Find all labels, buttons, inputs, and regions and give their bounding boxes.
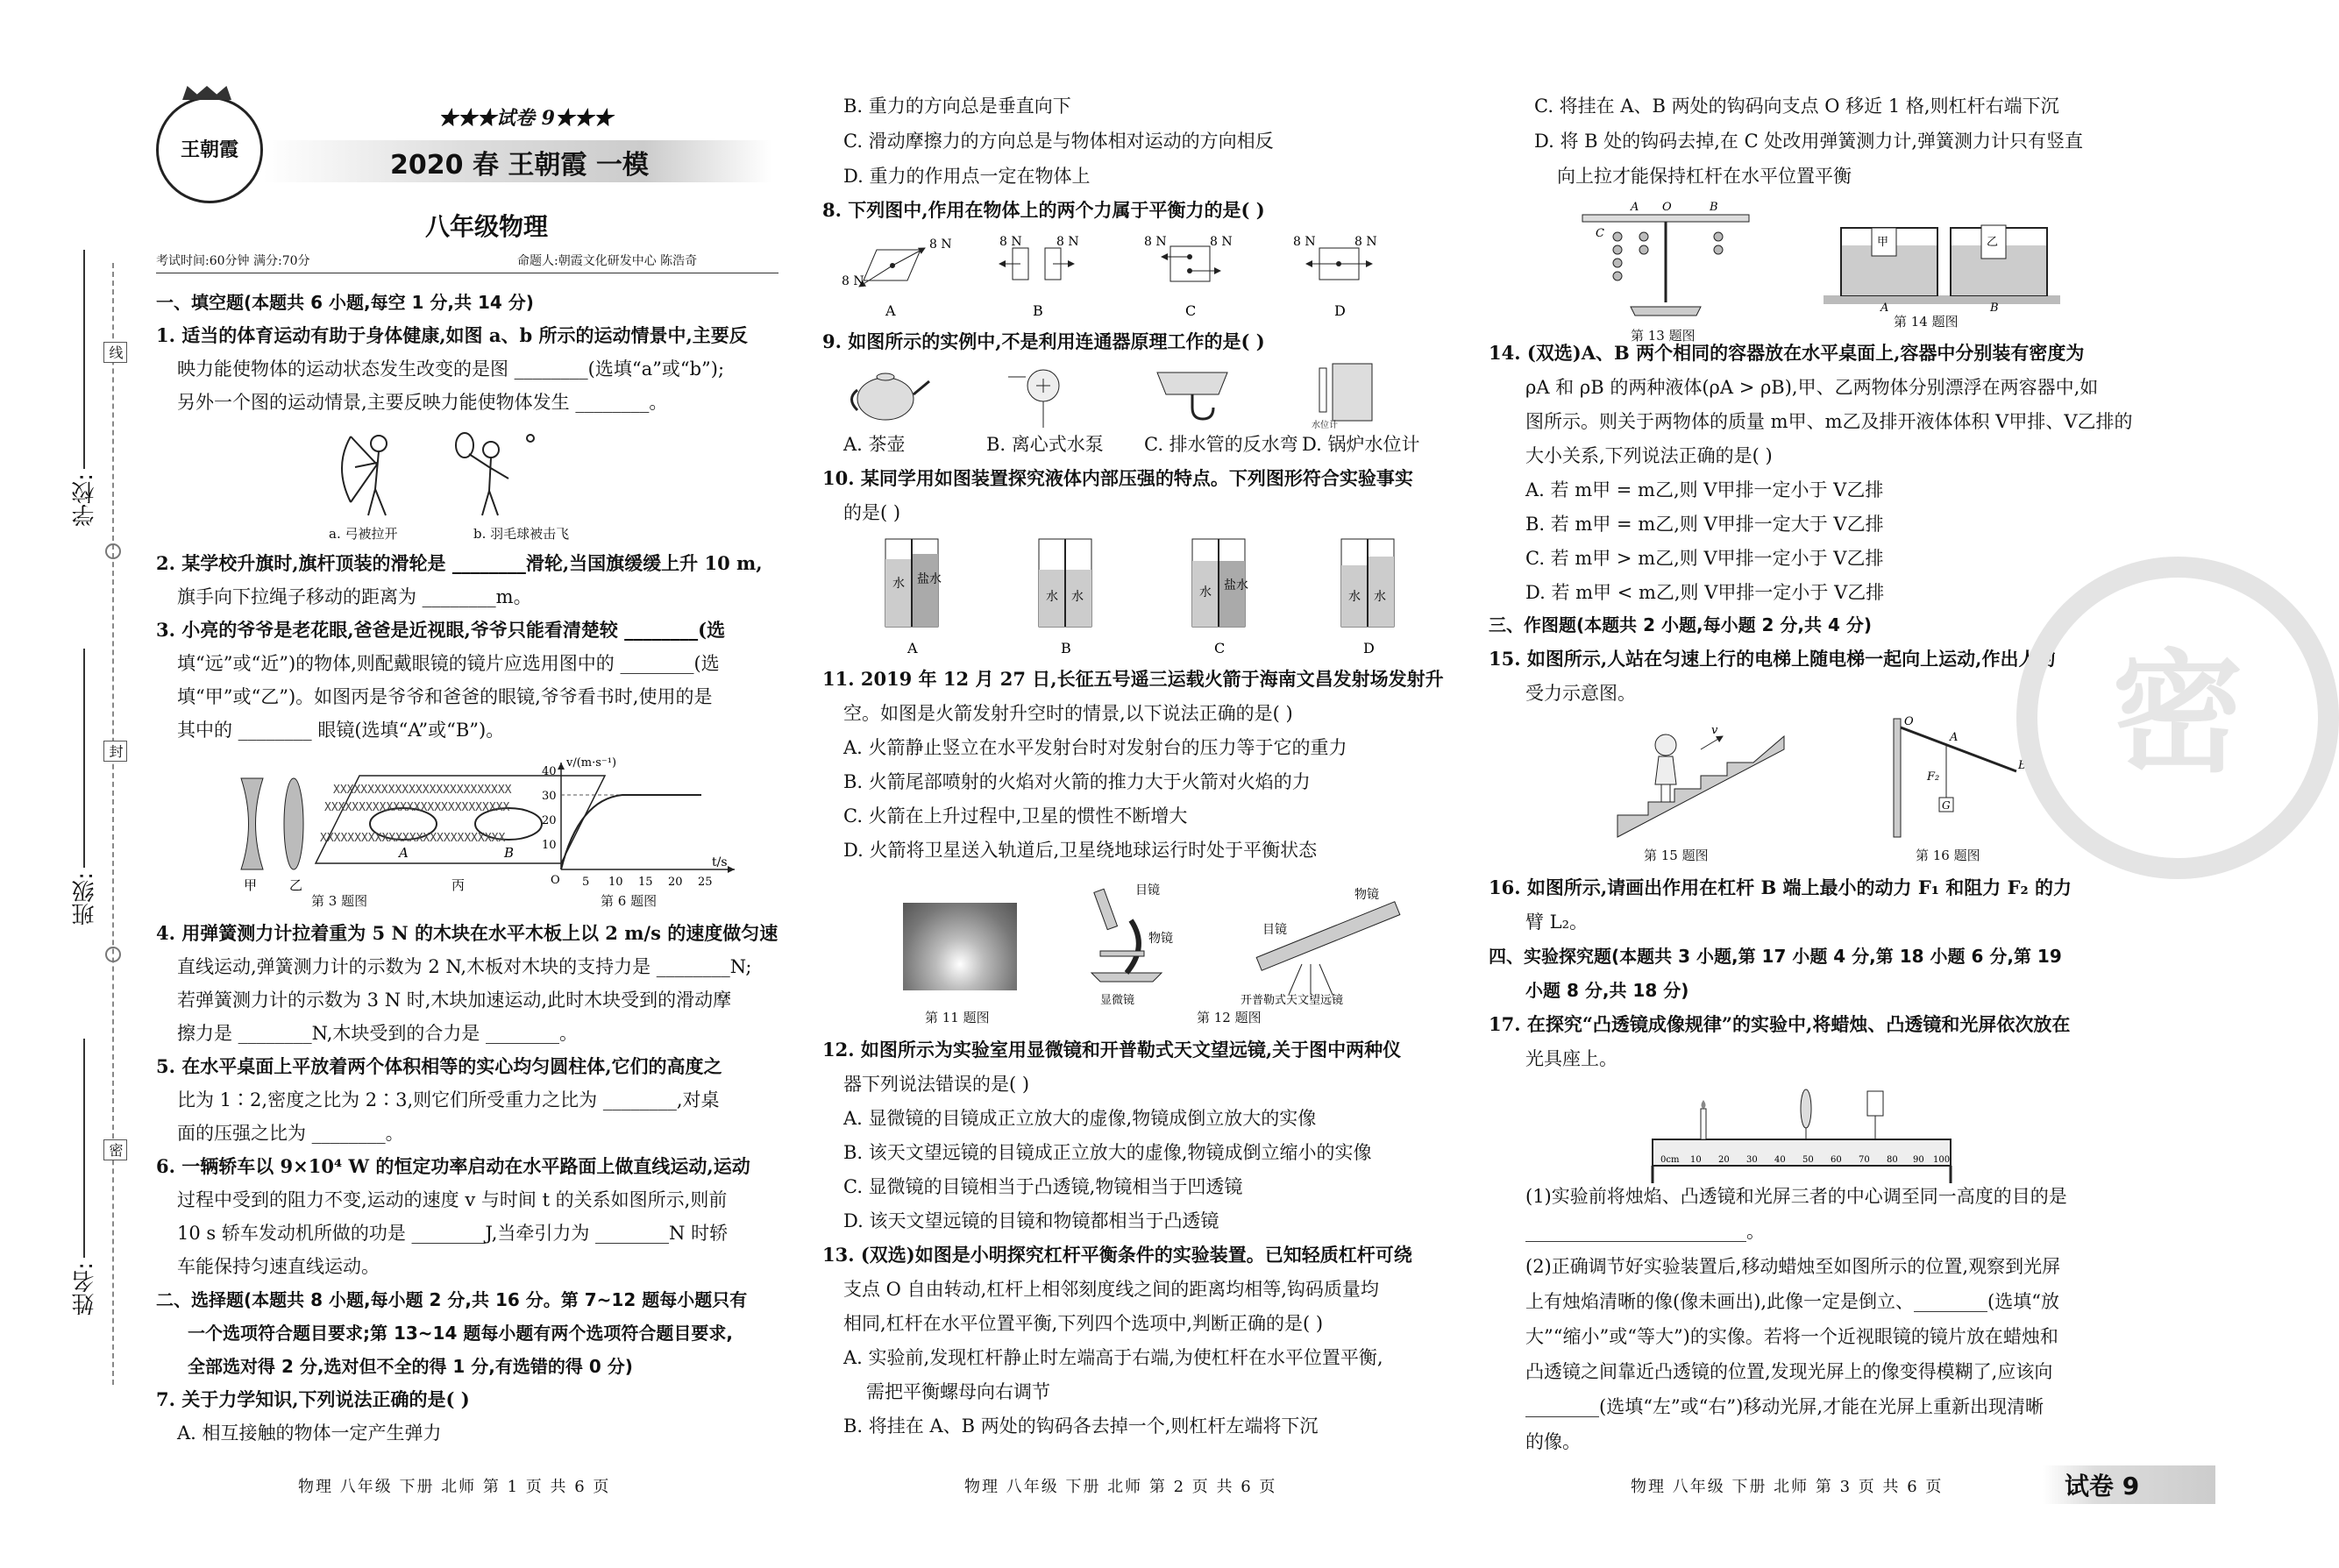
q16-line-1: 16. 如图所示,请画出作用在杠杆 B 端上最小的动力 F₁ 和阻力 F₂ 的力 — [1489, 876, 2072, 898]
column-1 — [149, 0, 798, 1568]
q1-line-2: 映力能使物体的运动状态发生改变的是图 ________(选填“a”或“b”); — [177, 358, 725, 380]
q13-option-c: C. 将挂在 A、B 两处的钩码向支点 O 移近 1 格,则杠杆右端下沉 — [1534, 96, 2059, 117]
archer-figure — [342, 436, 387, 515]
q7-option-c: C. 滑动摩擦力的方向总是与物体相对运动的方向相反 — [843, 131, 1274, 152]
fig6-ytick-20: 20 — [542, 814, 557, 827]
column-3 — [1482, 0, 2243, 1568]
q17-part2-line-2: 上有烛焰清晰的像(像未画出),此像一定是倒立、________(选填“放 — [1525, 1291, 2059, 1312]
q8-stem: 8. 下列图中,作用在物体上的两个力属于平衡力的是( ) — [822, 199, 1265, 221]
q11-line-1: 11. 2019 年 12 月 27 日,长征五号遥三运载火箭于海南文昌发射场发射升 — [822, 668, 1444, 690]
footer-page-3: 物理 八年级 下册 北师 第 3 页 共 6 页 — [1631, 1478, 1944, 1496]
boiler-icon — [1312, 364, 1372, 430]
q8-figure — [842, 232, 1403, 320]
q17-part1-line-1: (1)实验前将烛焰、凸透镜和光屏三者的中心调至同一高度的目的是 — [1525, 1186, 2067, 1207]
fig6-ylabel: v/(m·s⁻¹) — [566, 756, 617, 770]
q14-line-4: 大小关系,下列说法正确的是( ) — [1525, 445, 1773, 466]
q10-option-d: D — [1363, 640, 1375, 656]
q7-option-d: D. 重力的作用点一定在物体上 — [843, 166, 1091, 187]
q7-option-b: B. 重力的方向总是垂直向下 — [843, 96, 1071, 117]
q10-d-water-2: 水 — [1374, 590, 1386, 604]
bench-tick-60: 60 — [1831, 1155, 1842, 1165]
q17-part2-line-6: 的像。 — [1525, 1431, 1581, 1452]
q2-line-1: 2. 某学校升旗时,旗杆顶装的滑轮是 ________滑轮,当国旗缓缓上升 10 m, — [156, 552, 763, 574]
section-4-title-2: 小题 8 分,共 18 分) — [1525, 980, 1689, 1001]
telescope-icon — [1256, 902, 1400, 995]
fig12-eyepiece-2: 目镜 — [1262, 923, 1287, 937]
q10-option-b: B — [1061, 640, 1071, 656]
q8-a-force-2: 8 N — [842, 274, 864, 288]
bench-tick-50: 50 — [1802, 1155, 1814, 1165]
q1-line-1: 1. 适当的体育运动有助于身体健康,如图 a、b 所示的运动情景中,主要反 — [156, 324, 748, 346]
q8-c-force-2: 8 N — [1210, 235, 1233, 249]
q12-line-1: 12. 如图所示为实验室用显微镜和开普勒式天文望远镜,关于图中两种仪 — [822, 1039, 1402, 1061]
fig12-telescope: 开普勒式天文望远镜 — [1241, 994, 1344, 1007]
exam-title: 2020 春 王朝霞 一模 — [390, 150, 649, 181]
fig3-label-yi: 乙 — [289, 877, 303, 893]
q8-option-d: D — [1334, 302, 1346, 319]
q14-option-a: A. 若 m甲 = m乙,则 V甲排一定小于 V乙排 — [1525, 479, 1884, 500]
series-label: ★★★试卷 9★★★ — [438, 107, 613, 130]
fig16-label-F2: F₂ — [1927, 770, 1940, 784]
fig12-microscope: 显微镜 — [1100, 994, 1135, 1007]
logo — [156, 96, 263, 203]
q5-line-1: 5. 在水平桌面上平放着两个体积相等的实心均匀圆柱体,它们的高度之 — [156, 1055, 722, 1077]
q14-option-d: D. 若 m甲 < m乙,则 V甲排一定小于 V乙排 — [1525, 582, 1885, 603]
q8-b-force-2: 8 N — [1056, 235, 1079, 249]
fig14-label-B: B — [1990, 302, 1999, 315]
q3-line-1: 3. 小亮的爷爷是老花眼,爸爸是近视眼,爷爷只能看清楚较 ________(选 — [156, 619, 726, 641]
class-blank[interactable] — [83, 649, 85, 868]
q10-d-water-1: 水 — [1348, 590, 1361, 604]
q8-a-force-1: 8 N — [929, 238, 952, 252]
fig3-label-bing: 丙 — [451, 877, 466, 893]
svg-text:XXXXXXXXXXXXXXXXXXXXXXXXXXX: XXXXXXXXXXXXXXXXXXXXXXXXXXX — [324, 801, 510, 814]
q10-option-c: C — [1214, 640, 1226, 656]
bench-tick-70: 70 — [1859, 1155, 1870, 1165]
q13-option-b: B. 将挂在 A、B 两处的钩码各去掉一个,则杠杆左端将下沉 — [843, 1415, 1319, 1437]
section-4-title-1: 四、实验探究题(本题共 3 小题,第 17 小题 4 分,第 18 小题 6 分,第 19 — [1489, 946, 2062, 967]
q14-option-c: C. 若 m甲 > m乙,则 V甲排一定小于 V乙排 — [1525, 548, 1884, 569]
q16-line-2: 臂 L₂。 — [1525, 912, 1589, 933]
q12-option-a: A. 显微镜的目镜成正立放大的虚像,物镜成倒立放大的实像 — [843, 1108, 1317, 1129]
q4-line-3: 若弹簧测力计的示数为 3 N 时,木块加速运动,此时木块受到的滑动摩 — [177, 990, 732, 1011]
watermark-char: 密 — [2111, 636, 2243, 791]
q4-line-1: 4. 用弹簧测力计拉着重为 5 N 的木块在水平木板上以 2 m/s 的速度做匀速 — [156, 922, 778, 944]
q15-line-2: 受力示意图。 — [1525, 683, 1636, 704]
q4-line-4: 擦力是 ________N,木块受到的合力是 ________。 — [177, 1023, 579, 1044]
fig13-label-A: A — [1631, 201, 1639, 214]
convex-lens — [284, 778, 303, 869]
fig6-xtick-20: 20 — [668, 876, 683, 889]
q9-figure — [842, 359, 1420, 429]
q9-option-a: A. 茶壶 — [843, 434, 906, 455]
fig15-label-v: v — [1711, 724, 1718, 737]
fig15-escalator — [1613, 714, 1788, 837]
binding-margin — [0, 0, 149, 1568]
q8-option-a: A — [885, 302, 896, 319]
fig16-label-G: G — [1942, 799, 1951, 812]
exam-meta-right: 命题人:朝霞文化研发中心 陈浩奇 — [517, 254, 698, 268]
name-label: 姓名: — [72, 1262, 98, 1316]
q14-line-3: 图所示。则关于两物体的质量 m甲、m乙及排开液体体积 V甲排、V乙排的 — [1525, 411, 2133, 432]
fig6-xtick-15: 15 — [638, 876, 653, 889]
q12-option-c: C. 显微镜的目镜相当于凸透镜,物镜相当于凹透镜 — [843, 1176, 1243, 1197]
q6-line-3: 10 s 轿车发动机所做的功是 ________J,当牵引力为 ________N 时轿 — [177, 1223, 729, 1244]
bench-tick-90: 90 — [1913, 1155, 1924, 1165]
section-3-title: 三、作图题(本题共 2 小题,每小题 2 分,共 4 分) — [1489, 614, 1873, 635]
q13-line-1: 13. (双选)如图是小明探究杠杆平衡条件的实验装置。已知轻质杠杆可绕 — [822, 1244, 1412, 1266]
circle-mark-2 — [105, 947, 121, 962]
q9-stem: 9. 如图所示的实例中,不是利用连通器原理工作的是( ) — [822, 330, 1265, 352]
footer-badge: 试卷 9 — [2065, 1472, 2140, 1501]
column-2 — [815, 0, 1447, 1568]
section-1-title: 一、填空题(本题共 6 小题,每空 1 分,共 14 分) — [156, 292, 534, 313]
pump-icon — [1008, 370, 1059, 428]
q5-line-3: 面的压强之比为 ________。 — [177, 1123, 404, 1144]
fig12-instruments — [1065, 876, 1416, 1008]
q1-caption-b: b. 羽毛球被击飞 — [473, 526, 570, 542]
q10-c-salt: 盐水 — [1224, 578, 1248, 592]
q5-line-2: 比为 1∶2,密度之比为 2∶3,则它们所受重力之比为 ________,对桌 — [177, 1089, 720, 1110]
q10-line-1: 10. 某同学用如图装置探究液体内部压强的特点。下列图形符合实验事实 — [822, 467, 1413, 489]
section-2-title-2: 一个选项符合题目要求;第 13~14 题每小题有两个选项符合题目要求, — [188, 1323, 733, 1344]
fig14-label-yi: 乙 — [1987, 236, 1999, 249]
bench-tick-10: 10 — [1690, 1155, 1702, 1165]
q8-c-force-1: 8 N — [1144, 235, 1167, 249]
fig12-caption: 第 12 题图 — [1197, 1010, 1262, 1025]
fig16-caption: 第 16 题图 — [1916, 848, 1980, 863]
q14-option-b: B. 若 m甲 = m乙,则 V甲排一定大于 V乙排 — [1525, 514, 1884, 535]
q17-line-1: 17. 在探究“凸透镜成像规律”的实验中,将蜡烛、凸透镜和光屏依次放在 — [1489, 1013, 2071, 1035]
q13-line-2: 支点 O 自由转动,杠杆上相邻刻度线之间的距离均相等,钩码质量均 — [843, 1279, 1379, 1300]
girl-figure — [1655, 734, 1676, 802]
svg-text:XXXXXXXXXXXXXXXXXXXXXXXXXX: XXXXXXXXXXXXXXXXXXXXXXXXXX — [333, 784, 512, 797]
q11-line-2: 空。如图是火箭发射升空时的情景,以下说法正确的是( ) — [843, 703, 1293, 724]
q11-option-c: C. 火箭在上升过程中,卫星的惯性不断增大 — [843, 805, 1188, 827]
fig13-label-O: O — [1662, 201, 1672, 214]
q8-b-force-1: 8 N — [999, 235, 1022, 249]
q13-option-d-cont: 向上拉才能保持杠杆在水平位置平衡 — [1557, 166, 1852, 187]
q3-line-3: 填“甲”或“乙”)。如图丙是爷爷和爸爸的眼镜,爷爷看书时,使用的是 — [177, 686, 713, 707]
watermark-seal — [2016, 557, 2339, 879]
q6-line-2: 过程中受到的阻力不变,运动的速度 v 与时间 t 的关系如图所示,则前 — [177, 1189, 728, 1210]
q17-part2-line-3: 大”“缩小”或“等大”)的实像。若将一个近视眼镜的镜片放在蜡烛和 — [1525, 1326, 2058, 1347]
q9-option-b: B. 离心式水泵 — [986, 434, 1104, 455]
fig6-ytick-10: 10 — [542, 839, 557, 852]
binding-dashed-line — [112, 263, 114, 1385]
q13-option-a: A. 实验前,发现杠杆静止时左端高于右端,为使杠杆在水平位置平衡, — [843, 1347, 1383, 1368]
q17-line-2: 光具座上。 — [1525, 1048, 1617, 1069]
fig14-label-jia: 甲 — [1877, 236, 1889, 249]
q9-option-d: D. 锅炉水位计 — [1302, 434, 1420, 455]
seal-xian: 线 — [103, 342, 127, 363]
q8-d-force-1: 8 N — [1293, 235, 1316, 249]
q10-b-water-1: 水 — [1046, 590, 1058, 604]
q12-line-2: 器下列说法错误的是( ) — [843, 1074, 1030, 1095]
q13-option-d: D. 将 B 处的钩码去掉,在 C 处改用弹簧测力计,弹簧测力计只有竖直 — [1534, 131, 2083, 152]
seal-mi: 密 — [103, 1139, 127, 1160]
footer-page-2: 物理 八年级 下册 北师 第 2 页 共 6 页 — [964, 1478, 1277, 1496]
fig3-caption: 第 3 题图 — [311, 893, 368, 909]
fig14-containers — [1824, 215, 2060, 315]
circle-mark-1 — [105, 543, 121, 559]
fig3-label-jia: 甲 — [244, 877, 258, 893]
q1-figure — [324, 428, 587, 524]
fig6-xtick-5: 5 — [582, 876, 590, 889]
name-blank[interactable] — [83, 1039, 85, 1258]
q17-part1-line-2: ________________________。 — [1525, 1221, 1765, 1242]
school-blank[interactable] — [83, 250, 85, 469]
q6-line-1: 6. 一辆轿车以 9×10⁴ W 的恒定功率启动在水平路面上做直线运动,运动 — [156, 1155, 750, 1177]
section-2-title-1: 二、选择题(本题共 8 小题,每小题 2 分,共 16 分。第 7~12 题每小题只有 — [156, 1289, 748, 1310]
fig6-xtick-10: 10 — [608, 876, 623, 889]
bench-tick-20: 20 — [1718, 1155, 1730, 1165]
q13-option-a-cont: 需把平衡螺母向右调节 — [866, 1381, 1050, 1402]
fig12-objective-1: 物镜 — [1148, 932, 1173, 946]
q7-stem: 7. 关于力学知识,下列说法正确的是( ) — [156, 1388, 470, 1410]
exam-meta-left: 考试时间:60分钟 满分:70分 — [156, 254, 310, 268]
class-label: 班级: — [72, 872, 98, 926]
q11-option-b: B. 火箭尾部喷射的火焰对火箭的推力大于火箭对火焰的力 — [843, 771, 1311, 792]
footer-page-1: 物理 八年级 下册 北师 第 1 页 共 6 页 — [298, 1478, 611, 1496]
q4-line-2: 直线运动,弹簧测力计的示数为 2 N,木板对木块的支持力是 ________N; — [177, 956, 752, 977]
fig11-caption: 第 11 题图 — [925, 1010, 990, 1025]
q9-option-c: C. 排水管的反水弯 — [1144, 434, 1298, 455]
fig12-eyepiece-1: 目镜 — [1135, 883, 1160, 898]
q10-figure — [877, 535, 1403, 662]
fig16-label-O: O — [1904, 715, 1914, 728]
q8-option-c: C — [1185, 302, 1197, 319]
q6-line-4: 车能保持匀速直线运动。 — [177, 1256, 380, 1277]
q11-option-d: D. 火箭将卫星送入轨道后,卫星绕地球运行时处于平衡状态 — [843, 840, 1318, 861]
fig14-caption: 第 14 题图 — [1894, 314, 1959, 330]
fig13-caption: 第 13 题图 — [1631, 328, 1696, 344]
bench-tick-100: 100 — [1933, 1155, 1951, 1165]
fig6-xtick-25: 25 — [698, 876, 713, 889]
fig14-label-A: A — [1880, 302, 1889, 315]
q3-line-4: 其中的 ________ 眼镜(选填“A”或“B”)。 — [177, 720, 505, 741]
bench-unit: 0cm — [1660, 1155, 1680, 1165]
school-label: 学校: — [72, 473, 98, 527]
fig16-label-B: B — [2018, 759, 2027, 772]
q1-caption-a: a. 弓被拉开 — [329, 526, 398, 542]
fig6-caption: 第 6 题图 — [601, 893, 658, 909]
q17-part2-line-5: ________(选填“左”或“右”)移动光屏,才能在光屏上重新出现清晰 — [1525, 1396, 2044, 1417]
section-2-title-3: 全部选对得 2 分,选对但不全的得 1 分,有选错的得 0 分) — [188, 1356, 633, 1377]
q17-part2-line-4: 凸透镜之间靠近凸透镜的位置,发现光屏上的像变得模糊了,应该向 — [1525, 1361, 2053, 1382]
fig6-ytick-30: 30 — [542, 790, 557, 803]
fig15-caption: 第 15 题图 — [1644, 848, 1709, 863]
q2-line-2: 旗手向下拉绳子移动的距离为 ________m。 — [177, 586, 532, 607]
bench-tick-40: 40 — [1774, 1155, 1786, 1165]
fig12-objective-2: 物镜 — [1354, 888, 1379, 902]
q10-b-water-2: 水 — [1071, 590, 1084, 604]
bench-tick-80: 80 — [1887, 1155, 1898, 1165]
concave-lens — [241, 778, 263, 869]
badminton-figure — [456, 433, 534, 515]
q14-line-1: 14. (双选)A、B 两个相同的容器放在水平桌面上,容器中分别装有密度为 — [1489, 342, 2085, 364]
q17-part2-line-1: (2)正确调节好实验装置后,移动蜡烛至如图所示的位置,观察到光屏 — [1525, 1256, 2061, 1277]
fig3-label-A: A — [399, 845, 409, 861]
subject-title: 八年级物理 — [425, 212, 549, 241]
fig6-origin: O — [551, 874, 560, 887]
svg-text:XXXXXXXXXXXXXXXXXXXXXXXXXXX: XXXXXXXXXXXXXXXXXXXXXXXXXXX — [320, 832, 506, 845]
sink-icon — [1157, 372, 1227, 419]
q12-option-d: D. 该天文望远镜的目镜和物镜都相当于凸透镜 — [843, 1210, 1219, 1231]
vt-curve — [561, 795, 701, 869]
fig16-label-A: A — [1950, 731, 1959, 744]
q3-line-2: 填“远”或“近”)的物体,则配戴眼镜的镜片应选用图中的 ________(选 — [177, 653, 720, 674]
q8-d-force-2: 8 N — [1354, 235, 1377, 249]
q8-option-b: B — [1033, 302, 1043, 319]
fig17-optical-bench — [1648, 1078, 1964, 1188]
q12-option-b: B. 该天文望远镜的目镜成正立放大的虚像,物镜成倒立缩小的实像 — [843, 1142, 1372, 1163]
fig3-label-B: B — [504, 845, 515, 861]
q10-a-water: 水 — [892, 577, 905, 591]
q1-line-3: 另外一个图的运动情景,主要反映力能使物体发生 ________。 — [177, 392, 668, 413]
logo-crown — [182, 86, 231, 100]
q7-option-a: A. 相互接触的物体一定产生弹力 — [177, 1423, 442, 1444]
q10-option-a: A — [907, 640, 918, 656]
bench-tick-30: 30 — [1746, 1155, 1758, 1165]
seal-feng: 封 — [103, 741, 127, 762]
q9-gauge-label: 水位计 — [1312, 421, 1338, 430]
q10-line-2: 的是( ) — [843, 502, 901, 523]
q13-line-3: 相同,杠杆在水平位置平衡,下列四个选项中,判断正确的是( ) — [843, 1313, 1324, 1334]
fig6-xlabel: t/s — [712, 855, 728, 869]
logo-text: 王朝霞 — [180, 138, 238, 161]
fig6-ytick-40: 40 — [542, 765, 557, 778]
fig13-label-C: C — [1596, 227, 1604, 240]
teapot-icon — [852, 373, 930, 420]
q11-option-a: A. 火箭静止竖立在水平发射台时对发射台的压力等于它的重力 — [843, 737, 1347, 758]
fig13-label-B: B — [1710, 201, 1718, 214]
q10-c-water: 水 — [1199, 585, 1212, 600]
q14-line-2: ρA 和 ρB 的两种液体(ρA > ρB),甲、乙两物体分别漂浮在两容器中,如 — [1525, 377, 2099, 398]
fig6-vt-graph — [535, 754, 745, 894]
q10-a-salt: 盐水 — [917, 572, 942, 586]
fig13-lever — [1578, 197, 1753, 324]
q15-line-1: 15. 如图所示,人站在匀速上行的电梯上随电梯一起向上运动,作出人的 — [1489, 648, 2056, 670]
rocket-launch-photo — [903, 903, 1017, 990]
